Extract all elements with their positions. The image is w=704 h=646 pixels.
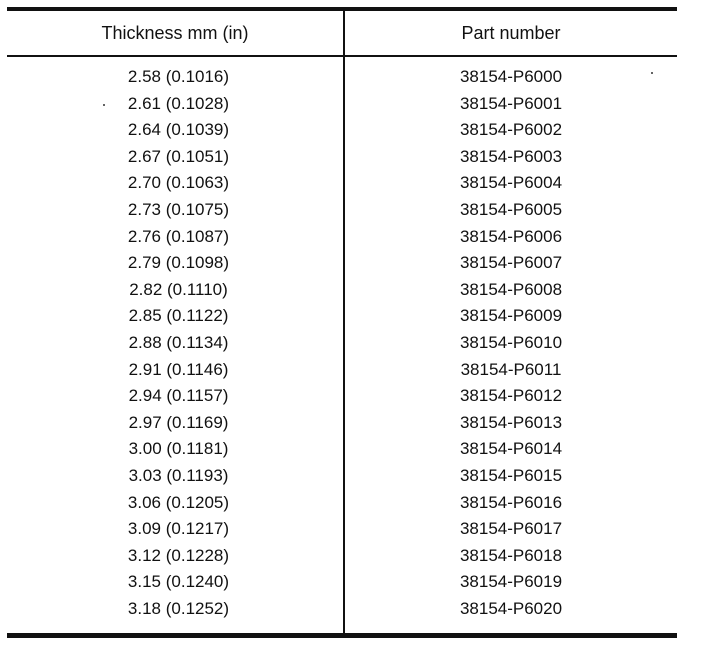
part-number-cell: 38154-P6000	[459, 67, 563, 86]
thickness-cell: 2.70 (0.1063)	[127, 173, 230, 193]
thickness-cell: 2.94 (0.1157)	[128, 386, 229, 406]
part-number-cell: 38154-P6008	[459, 279, 563, 299]
part-number-cell: 38154-P6003	[459, 146, 563, 166]
part-number-cell: 38154-P6006	[459, 226, 563, 246]
header-thickness: Thickness mm (in)	[101, 23, 249, 43]
part-number-cell: 38154-P6011	[460, 359, 562, 379]
thickness-cell: 2.82 (0.1110)	[129, 279, 228, 299]
table-row	[7, 173, 677, 200]
part-number-cell: 38154-P6015	[459, 465, 563, 485]
table-row	[7, 439, 677, 466]
table-row	[7, 413, 677, 440]
table-top-rule	[7, 7, 677, 11]
thickness-cell: 3.12 (0.1228)	[127, 545, 230, 565]
part-number-cell: 38154-P6009	[459, 306, 563, 326]
part-number-cell: 38154-P6002	[459, 120, 563, 140]
table-row	[7, 253, 677, 280]
part-number-cell: 38154-P6013	[459, 412, 563, 432]
thickness-cell: 2.61 (0.1028)	[127, 93, 230, 113]
part-number-cell: 38154-P6018	[459, 545, 563, 565]
part-number-cell: 38154-P6005	[459, 199, 563, 219]
part-number-cell: 38154-P6007	[459, 253, 563, 273]
shim-thickness-table	[7, 7, 677, 638]
thickness-cell: 2.73 (0.1075)	[127, 199, 230, 219]
table-bottom-rule	[7, 633, 677, 638]
part-number-cell: 38154-P6020	[459, 598, 563, 618]
table-row	[7, 306, 677, 333]
thickness-cell: 2.67 (0.1051)	[127, 146, 230, 166]
part-number-cell: 38154-P6012	[459, 386, 563, 406]
table-row	[7, 227, 677, 254]
part-number-cell: 38154-P6019	[459, 572, 563, 592]
part-number-cell: 38154-P6017	[459, 519, 563, 539]
table-row	[7, 360, 677, 387]
thickness-cell: 2.88 (0.1134)	[128, 332, 229, 352]
table-row	[7, 599, 677, 626]
thickness-cell: 2.91 (0.1146)	[128, 359, 229, 379]
thickness-cell: 2.97 (0.1169)	[128, 412, 229, 432]
scan-speck	[103, 104, 105, 106]
header-rule	[7, 55, 677, 57]
part-number-cell: 38154-P6016	[459, 492, 563, 512]
thickness-cell: 3.09 (0.1217)	[127, 519, 230, 539]
table-body	[7, 67, 677, 625]
thickness-cell: 2.76 (0.1087)	[127, 226, 230, 246]
table-row	[7, 280, 677, 307]
thickness-cell: 2.64 (0.1039)	[127, 120, 230, 140]
thickness-cell: 2.58 (0.1016)	[127, 67, 230, 86]
scan-speck	[651, 72, 653, 74]
table-row	[7, 333, 677, 360]
thickness-cell: 3.00 (0.1181)	[128, 439, 229, 459]
table-row	[7, 120, 677, 147]
header-part-number: Part number	[461, 23, 561, 43]
table-row	[7, 466, 677, 493]
table-row	[7, 493, 677, 520]
thickness-cell: 3.18 (0.1252)	[127, 598, 230, 618]
thickness-cell: 3.15 (0.1240)	[127, 572, 230, 592]
table-row	[7, 200, 677, 227]
table-row	[7, 546, 677, 573]
thickness-cell: 2.85 (0.1122)	[128, 306, 229, 326]
part-number-cell: 38154-P6001	[459, 93, 563, 113]
table-row	[7, 67, 677, 94]
thickness-cell: 3.06 (0.1205)	[127, 492, 230, 512]
table-row	[7, 94, 677, 121]
table-row	[7, 386, 677, 413]
thickness-cell: 2.79 (0.1098)	[127, 253, 230, 273]
table-row	[7, 572, 677, 599]
part-number-cell: 38154-P6004	[459, 173, 563, 193]
table-row	[7, 519, 677, 546]
thickness-cell: 3.03 (0.1193)	[128, 465, 229, 485]
part-number-cell: 38154-P6010	[459, 332, 563, 352]
part-number-cell: 38154-P6014	[459, 439, 563, 459]
table-row	[7, 147, 677, 174]
